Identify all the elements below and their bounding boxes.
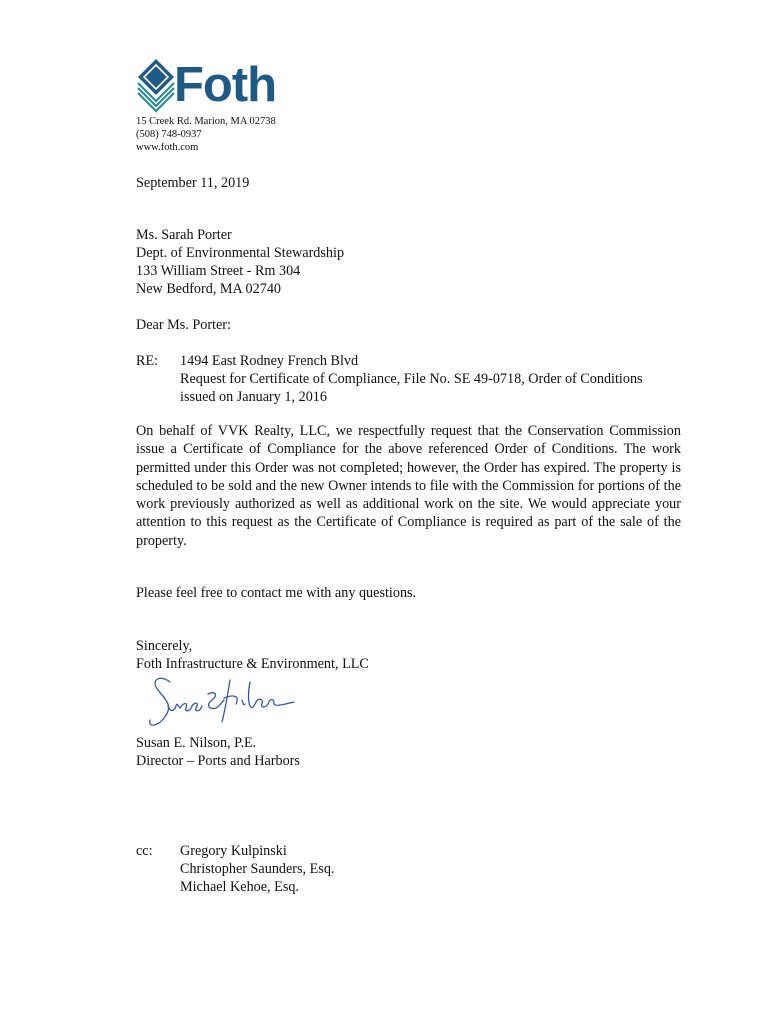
re-label: RE: — [136, 353, 159, 369]
body-paragraph: On behalf of VVK Realty, LLC, we respectfully request that the Conservation Commission issue a Certificate of Compliance for the above referenced Order of Conditions. The work permitted under this Order was not completed; however, the Order has expired. The property is scheduled to be sold and the new Owner intends to file with the Commission for portions of the work previously authorized as well as additional work on the site. We would appreciate your attention to this request as the Certificate of Compliance is required as part of the sale of the property. — [136, 423, 681, 549]
diamond-logo-icon — [136, 57, 176, 113]
letterhead-address: 15 Creek Rd. Marion, MA 02738 — [136, 116, 276, 127]
re-line-3: issued on January 1, 2016 — [180, 389, 327, 405]
logo-wordmark: Foth — [174, 58, 277, 112]
letterhead-website: www.foth.com — [136, 142, 199, 153]
signature — [144, 672, 304, 739]
signer-name: Susan E. Nilson, P.E. — [136, 735, 257, 751]
closing-note: Please feel free to contact me with any questions. — [136, 585, 417, 601]
signature-image — [144, 672, 304, 734]
company-name: Foth Infrastructure & Environment, LLC — [136, 656, 369, 672]
cc-name: Gregory Kulpinski — [180, 843, 287, 859]
foth-logo — [136, 57, 296, 113]
letter-date: September 11, 2019 — [136, 175, 250, 191]
recipient-city: New Bedford, MA 02740 — [136, 281, 282, 297]
cc-name: Michael Kehoe, Esq. — [180, 879, 299, 895]
signer-title: Director – Ports and Harbors — [136, 753, 300, 769]
cc-label: cc: — [136, 843, 153, 859]
letterhead-phone: (508) 748-0937 — [136, 129, 202, 140]
recipient-name: Ms. Sarah Porter — [136, 227, 232, 243]
recipient-street: 133 William Street - Rm 304 — [136, 263, 301, 279]
recipient-department: Dept. of Environmental Stewardship — [136, 245, 345, 261]
salutation: Dear Ms. Porter: — [136, 317, 231, 333]
closing: Sincerely, — [136, 638, 193, 654]
re-line-2: Request for Certificate of Compliance, File No. SE 49-0718, Order of Conditions — [180, 371, 643, 387]
re-line-1: 1494 East Rodney French Blvd — [180, 353, 359, 369]
cc-name: Christopher Saunders, Esq. — [180, 861, 335, 877]
